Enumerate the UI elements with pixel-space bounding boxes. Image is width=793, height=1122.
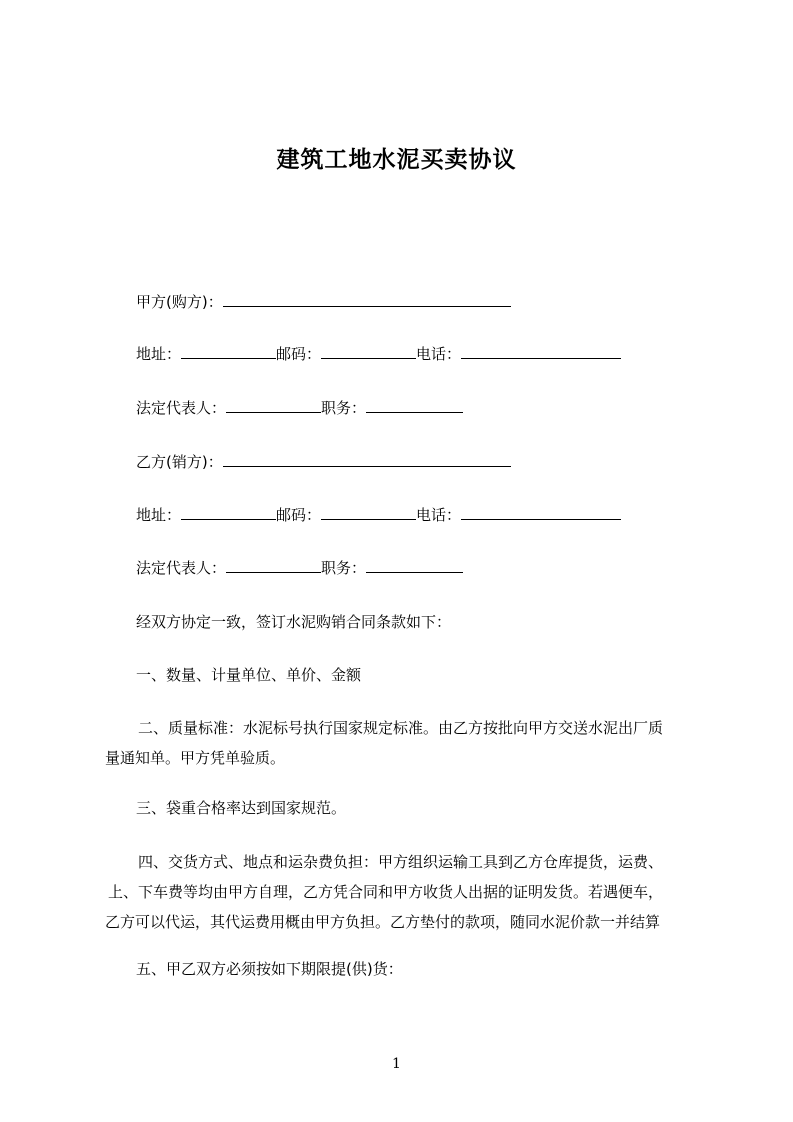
- party-b-rep-blank: [226, 558, 321, 573]
- party-a-rep-label: 法定代表人：: [136, 399, 227, 417]
- party-a-phone-label: 电话：: [416, 345, 462, 363]
- party-a-postcode-label: 邮码：: [276, 345, 322, 363]
- clause-2-line-1: 二、质量标准：水泥标号执行国家规定标准。由乙方按批向甲方交送水泥出厂质: [138, 719, 664, 737]
- clause-2: [105, 713, 705, 773]
- party-b-blank: [223, 452, 511, 467]
- party-b-postcode-label: 邮码：: [276, 506, 322, 524]
- party-a-line: [136, 292, 511, 312]
- party-a-rep-line: [136, 398, 463, 418]
- party-b-position-label: 职务：: [321, 559, 367, 577]
- party-a-blank: [223, 292, 511, 307]
- intro-text: 经双方协定一致，签订水泥购销合同条款如下：: [136, 613, 452, 631]
- party-a-label: 甲方(购方)：: [136, 293, 223, 311]
- party-b-label: 乙方(销方)：: [136, 453, 223, 471]
- clause-1: 一、数量、计量单位、单价、金额: [136, 666, 362, 684]
- party-b-address-label: 地址：: [136, 506, 182, 524]
- party-b-phone-label: 电话：: [416, 506, 462, 524]
- party-a-contact-line: [136, 344, 621, 364]
- party-b-address-blank: [181, 505, 276, 520]
- party-b-phone-blank: [461, 505, 621, 520]
- clause-2-line-2: 量通知单。甲方凭单验质。: [105, 749, 286, 767]
- party-a-phone-blank: [461, 344, 621, 359]
- clause-5: 五、甲乙双方必须按如下期限提(供)货：: [136, 960, 403, 978]
- page-number: 1: [392, 1056, 401, 1072]
- document-title: 建筑工地水泥买卖协议: [276, 147, 517, 173]
- clause-4-line-1: 四、交货方式、地点和运杂费负担：甲方组织运输工具到乙方仓库提货，运费、: [138, 853, 664, 871]
- party-b-line: [136, 452, 511, 472]
- party-a-position-blank: [366, 398, 463, 413]
- party-a-rep-blank: [226, 398, 321, 413]
- party-a-address-blank: [181, 344, 276, 359]
- clause-4: [105, 847, 705, 937]
- clause-4-line-2: 上、下车费等均由甲方自理，乙方凭合同和甲方收货人出据的证明发货。若遇便车，: [108, 883, 664, 901]
- party-b-rep-label: 法定代表人：: [136, 559, 227, 577]
- party-a-postcode-blank: [321, 344, 416, 359]
- party-b-postcode-blank: [321, 505, 416, 520]
- party-b-position-blank: [366, 558, 463, 573]
- clause-4-line-3: 乙方可以代运，其代运费用概由甲方负担。乙方垫付的款项，随同水泥价款一并结算: [105, 913, 661, 931]
- party-a-position-label: 职务：: [321, 399, 367, 417]
- party-b-rep-line: [136, 558, 463, 578]
- clause-3: 三、袋重合格率达到国家规范。: [136, 799, 347, 817]
- party-a-address-label: 地址：: [136, 345, 182, 363]
- party-b-contact-line: [136, 505, 621, 525]
